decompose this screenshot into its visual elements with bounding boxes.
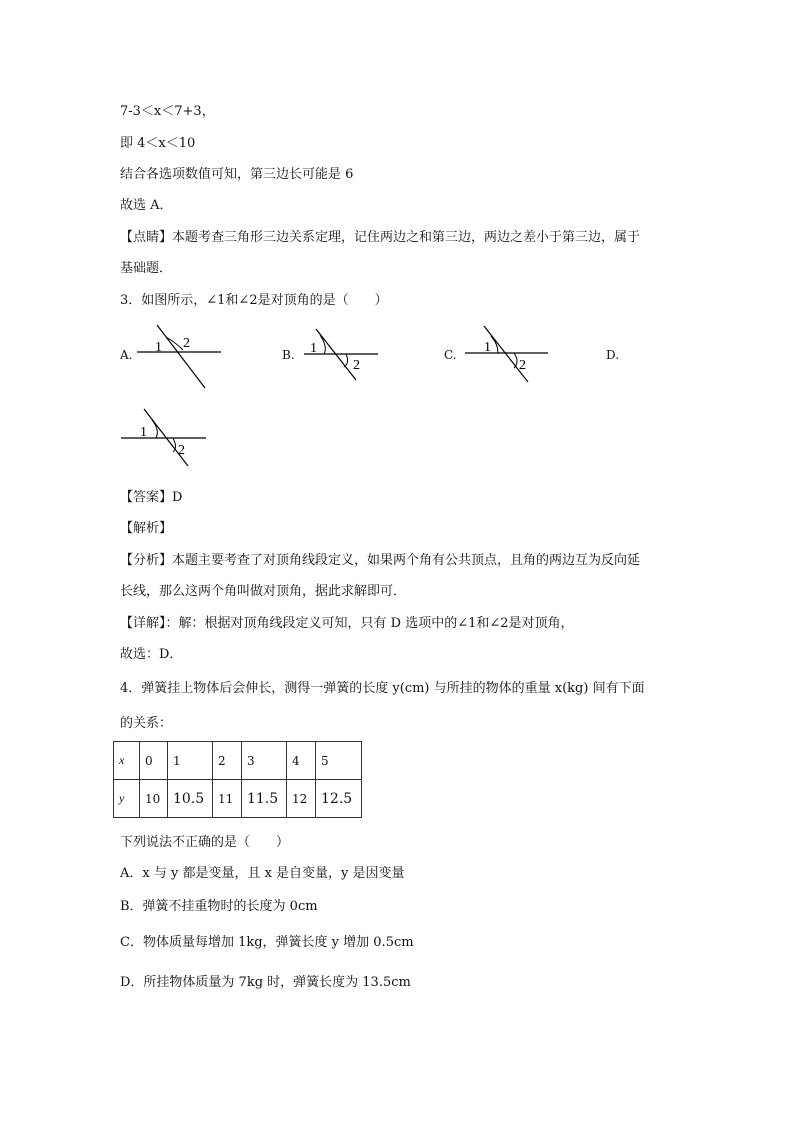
- table-cell: 12: [287, 780, 316, 818]
- table-cell: 2: [213, 742, 242, 780]
- option-d-label: D.: [606, 348, 620, 362]
- figure-a: [135, 322, 230, 392]
- angle-1-label: 1: [140, 425, 147, 440]
- table-cell: 12.5: [316, 780, 362, 818]
- remark-line-1: 【点睛】本题考查三角形三边关系定理，记住两边之和第三边，两边之差小于第三边，属于: [120, 230, 641, 245]
- remark-line-2: 基础题．: [120, 261, 173, 276]
- figure-b: [298, 327, 383, 382]
- analysis-line-1: 【分析】本题主要考查了对顶角线段定义，如果两个角有公共顶点，且角的两边互为反向延: [120, 553, 641, 568]
- text-line-4: 故选 A．: [120, 198, 173, 213]
- choice-d: D．所挂物体质量为 7kg 时，弹簧长度为 13.5cm: [120, 975, 411, 990]
- question-4-line-2: 的关系：: [120, 716, 173, 731]
- table-cell: y: [114, 780, 140, 818]
- table-cell: 4: [287, 742, 316, 780]
- detail-line: 【详解】：解：根据对顶角线段定义可知，只有 D 选项中的∠1和∠2是对顶角，: [120, 616, 574, 631]
- conclusion-line: 故选：D．: [120, 647, 183, 662]
- angle-2-label: 2: [178, 443, 185, 458]
- table-cell: 5: [316, 742, 362, 780]
- table-row-y: [114, 780, 362, 818]
- angle-1-label: 1: [310, 341, 317, 356]
- option-a-label: A.: [120, 348, 133, 362]
- answer-line: 【答案】D: [120, 490, 183, 505]
- option-b-label: B.: [282, 348, 295, 362]
- choice-c: C．物体质量每增加 1kg，弹簧长度 y 增加 0.5cm: [120, 935, 414, 950]
- table-cell: 10: [140, 780, 168, 818]
- table-cell: 11: [213, 780, 242, 818]
- table-cell: x: [114, 742, 140, 780]
- question-3: 3．如图所示，∠1和∠2是对顶角的是（ ）: [120, 293, 388, 308]
- angle-2-label: 2: [183, 336, 190, 351]
- figure-c: [462, 322, 552, 384]
- analysis-heading: 【解析】: [120, 521, 173, 536]
- table-cell: 3: [242, 742, 287, 780]
- question-4-line-1: 4．弹簧挂上物体后会伸长，测得一弹簧的长度 y(cm) 与所挂的物体的重量 x(kg) 间有下面: [120, 681, 645, 696]
- text-line-3: 结合各选项数值可知，第三边长可能是 6: [120, 167, 354, 182]
- table-row-x: [114, 742, 362, 780]
- angle-1-label: 1: [155, 340, 162, 355]
- table-cell: 0: [140, 742, 168, 780]
- angle-2-label: 2: [353, 358, 360, 373]
- analysis-line-2: 长线，那么这两个角叫做对顶角，据此求解即可．: [120, 584, 407, 599]
- text-line-1: 7-3＜x＜7+3，: [120, 104, 215, 119]
- table-cell: 1: [168, 742, 213, 780]
- table-cell: 10.5: [168, 780, 213, 818]
- angle-2-label: 2: [519, 358, 526, 373]
- table-cell: 11.5: [242, 780, 287, 818]
- question-4-prompt: 下列说法不正确的是（ ）: [120, 835, 290, 850]
- choice-a: A．x 与 y 都是变量，且 x 是自变量，y 是因变量: [120, 866, 405, 881]
- option-c-label: C.: [444, 348, 457, 362]
- figure-d: [118, 406, 210, 468]
- text-line-2: 即 4＜x＜10: [120, 136, 196, 151]
- choice-b: B．弹簧不挂重物时的长度为 0cm: [120, 899, 318, 914]
- angle-1-label: 1: [484, 340, 491, 355]
- spring-data-table: [113, 741, 362, 818]
